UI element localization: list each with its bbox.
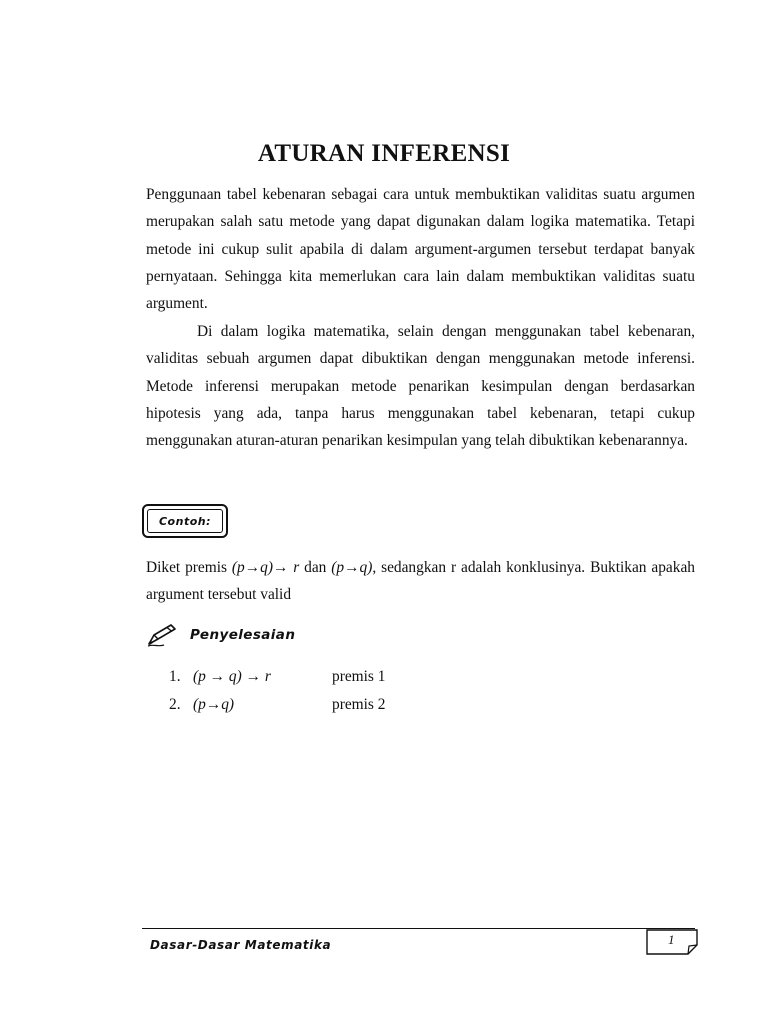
intro-paragraph: Penggunaan tabel kebenaran sebagai cara untuk membuktikan validitas suatu argumen merupakan salah satu metode yang dapat digunakan dalam logika matematika. Tetapi metode ini cukup sulit apabila di dalam argument-argumen tersebut terdapat banyak pernyataan. Sehingga kita memerlukan cara lain dalam membuktikan validitas suatu argument. [146,186,695,313]
problem-tail: , sedangkan r adalah konklusinya. Buktikan apakah argument tersebut valid [146,559,695,604]
solution-heading [146,622,295,648]
problem-statement [146,554,695,609]
page-number: 1 [668,932,675,947]
footer-title: Dasar-Dasar Matematika [150,938,332,952]
inference-paragraph: Di dalam logika matematika, selain dengan menggunakan tabel kebenaran, validitas sebuah argumen dapat dibuktikan dengan menggunakan metode inferensi. Metode inferensi merupakan metode penarikan kesimpulan dengan berdasarkan hipotesis yang ada, tanpa harus menggunakan tabel kebenaran, tetapi cukup menggunakan aturan-aturan penarikan kesimpulan yang telah dibuktikan kebenarannya. [146,323,695,450]
footer-divider [142,928,695,929]
step-row [169,691,469,719]
pencil-writing-icon [146,622,178,648]
page-title: ATURAN INFERENSI [257,140,511,167]
step-expression: (p → q) → r [193,668,271,685]
problem-mid: dan [299,559,332,576]
step-number: 1. [169,668,181,685]
example-badge [142,504,228,538]
step-note: premis 1 [332,668,386,685]
step-row [169,663,469,691]
step-number: 2. [169,696,181,713]
problem-intro: Diket premis [146,559,232,576]
solution-steps [169,663,469,719]
solution-label: Penyelesaian [190,627,296,643]
premise-1: (p→q)→ r [231,559,300,576]
example-label: Contoh: [147,509,223,533]
page-number-badge [646,929,698,955]
premise-2: (p→q) [331,559,373,576]
step-expression: (p→q) [193,696,235,713]
step-note: premis 2 [332,696,386,713]
